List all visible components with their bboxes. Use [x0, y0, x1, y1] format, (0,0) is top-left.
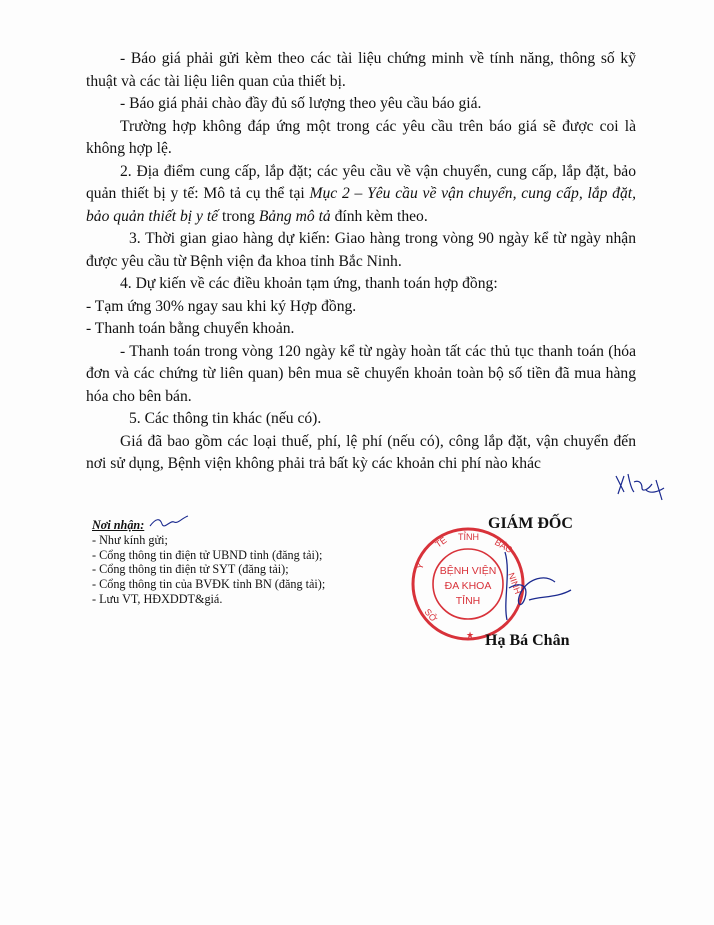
svg-text:BẮC: BẮC — [493, 537, 515, 555]
pen-mark — [148, 512, 192, 534]
paragraph-advance: - Tạm ứng 30% ngay sau khi ký Hợp đồng. — [86, 297, 357, 315]
svg-text:SỞ: SỞ — [422, 606, 439, 624]
paragraph-1: - Báo giá phải gửi kèm theo các tài liệu chứng minh về tính năng, thông số kỹ thuật và các tài liệu liên quan của thiết bị. — [86, 50, 636, 90]
recipient-item: - Cổng thông tin điện tử SYT (đăng tải); — [92, 562, 289, 577]
paragraph-transfer: - Thanh toán bằng chuyển khoản. — [86, 320, 295, 337]
svg-text:NINH: NINH — [506, 571, 524, 596]
paragraph-4-ref-section: Mục 2 – Yêu cầu về vận chuyển, cung cấp, lắp đặt, bảo quản thiết bị y tế — [86, 185, 637, 225]
director-title: GIÁM ĐỐC — [488, 515, 573, 532]
paragraph-price-includes: Giá đã bao gồm các loại thuế, phí, lệ phí (nếu có), công lắp đặt, vận chuyển đến nơi sử dụng, Bệnh viện không phải trả bất kỳ các khoản chi phí nào khác — [86, 432, 636, 472]
paragraph-payment-deadline: - Thanh toán trong vòng 120 ngày kể từ ngày hoàn tất các thủ tục thanh toán (hóa đơn và các chứng từ liên quan) bên mua sẽ chuyển khoản toàn bộ số tiền đã mua hàng hóa cho bên bán. — [86, 342, 636, 405]
stamp-line-3: TỈNH — [455, 595, 481, 607]
handwritten-signature — [485, 542, 585, 630]
paragraph-payment-terms: 4. Dự kiến về các điều khoản tạm ứng, thanh toán hợp đồng: — [120, 275, 498, 292]
paragraph-4-text-a: 2. Địa điểm cung cấp, lắp đặt; các yêu cầu về vận chuyển, cung cấp, lắp đặt, bảo quản thiết bị y tế: Mô tả cụ thể tại — [86, 162, 636, 202]
paragraph-4-ref-table: Bảng mô tả — [258, 207, 331, 225]
paragraph-other-info: 5. Các thông tin khác (nếu có). — [129, 410, 322, 427]
svg-text:Y: Y — [414, 561, 426, 571]
svg-text:TẾ: TẾ — [433, 534, 449, 550]
recipients-title: Nơi nhận: — [92, 518, 145, 532]
paragraph-3: Trường hợp không đáp ứng một trong các yêu cầu trên báo giá sẽ được coi là không hợp lệ. — [86, 117, 636, 157]
stamp-line-1: BỆNH VIỆN — [439, 565, 497, 577]
svg-text:TỈNH: TỈNH — [458, 532, 479, 542]
svg-text:★: ★ — [466, 630, 475, 640]
paragraph-4-text-c: trong — [218, 207, 259, 225]
recipient-item: - Cổng thông tin điện tử UBND tỉnh (đăng tải); — [92, 547, 323, 562]
paragraph-delivery-time: 3. Thời gian giao hàng dự kiến: Giao hàng trong vòng 90 ngày kể từ ngày nhận được yêu cầu từ Bệnh viện đa khoa tỉnh Bắc Ninh. — [86, 230, 636, 270]
initials-signature — [612, 470, 672, 504]
recipient-item: - Cổng thông tin của BVĐK tỉnh BN (đăng tải); — [92, 577, 326, 592]
paragraph-2: - Báo giá phải chào đầy đủ số lượng theo yêu cầu báo giá. — [120, 95, 482, 112]
paragraph-4 — [86, 161, 636, 229]
signature-block — [405, 512, 625, 662]
recipient-item: - Như kính gửi; — [92, 532, 168, 547]
recipient-item: - Lưu VT, HĐXDDT&giá. — [92, 591, 223, 606]
signer-name: Hạ Bá Chân — [485, 632, 570, 649]
paragraph-4-text-e: đính kèm theo. — [330, 207, 428, 225]
recipients-block — [92, 518, 325, 607]
stamp-line-2: ĐA KHOA — [444, 580, 492, 592]
document-body — [86, 48, 636, 476]
